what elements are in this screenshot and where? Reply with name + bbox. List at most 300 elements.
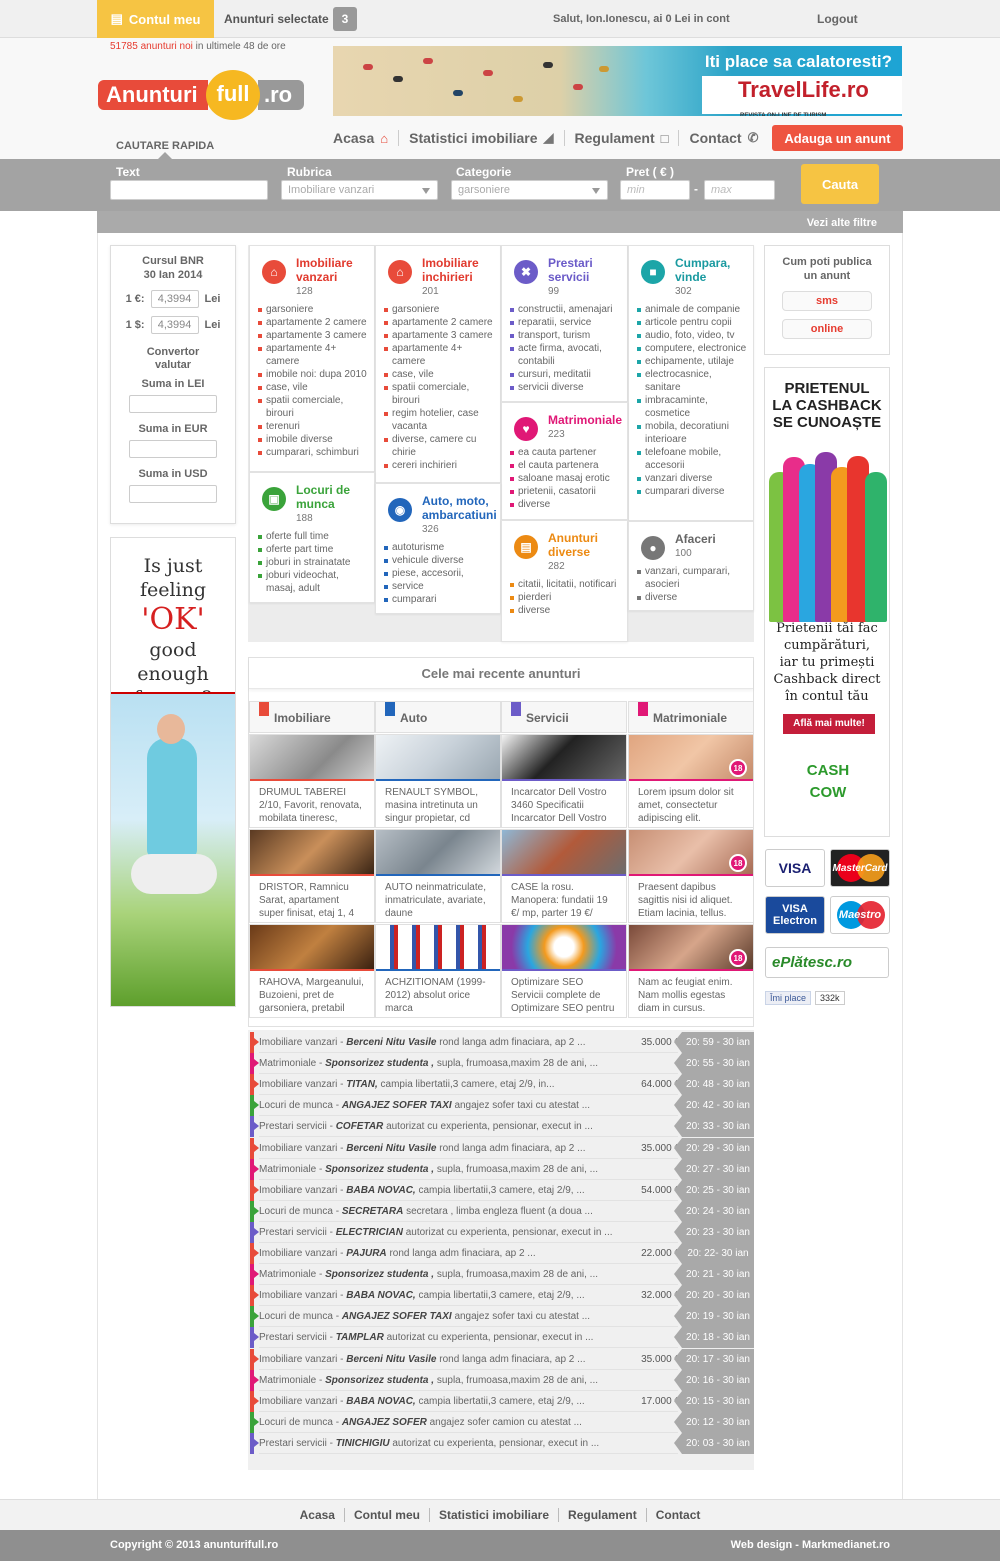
category-link[interactable]: cumparari diverse xyxy=(637,485,747,498)
category-link[interactable]: animale de companie xyxy=(637,303,747,316)
ad-title: Sponsorizez studenta , xyxy=(325,1058,435,1070)
category-marker xyxy=(250,1285,254,1306)
category-title[interactable]: Prestari servicii xyxy=(548,256,593,284)
latest-ad-row[interactable] xyxy=(250,1032,754,1053)
selected-ads-link[interactable]: Anunturi selectate xyxy=(224,12,329,26)
site-logo[interactable] xyxy=(98,70,308,118)
footer-link-statistics[interactable]: Statistici imobiliare xyxy=(429,1508,558,1522)
person-icon: ● xyxy=(641,536,665,560)
visa-electron-1: VISA xyxy=(782,903,808,915)
category-list xyxy=(510,446,621,511)
ad-description[interactable]: Optimizare SEO Servicii complete de Optimizare SEO pentru xyxy=(511,977,615,1014)
ad-summary[interactable]: Prestari servicii - TINICHIGIU autorizat cu experienta, pensionar, execut in ... xyxy=(259,1437,600,1449)
house-icon: ⌂ xyxy=(262,260,286,284)
category-link[interactable]: articole pentru copii xyxy=(637,316,747,329)
recent-tab-label: Servicii xyxy=(526,711,569,725)
house-icon: ⌂ xyxy=(388,260,412,284)
category-link[interactable]: apartamente 4+ camere xyxy=(384,342,494,368)
cashback-more-button[interactable]: Află mai multe! xyxy=(783,714,875,734)
ad-category: Prestari servicii xyxy=(259,1121,327,1133)
recent-tab-auto[interactable] xyxy=(375,701,501,733)
category-link[interactable]: vanzari diverse xyxy=(637,472,747,485)
category-title[interactable]: Cumpara, vinde xyxy=(675,256,731,284)
footer-link-home[interactable]: Acasa xyxy=(299,1508,335,1522)
ad-time: 20: 55 - 30 ian xyxy=(682,1053,754,1074)
like-count: 332k xyxy=(815,991,845,1005)
category-list xyxy=(637,565,747,604)
more-filters-link[interactable]: Vezi alte filtre xyxy=(97,211,903,233)
ad-summary[interactable]: Locuri de munca - ANGAJEZ SOFER angajez sofer camion cu atestat ... xyxy=(259,1416,582,1428)
ad-summary[interactable]: Matrimoniale - Sponsorizez studenta , supla, frumoasa,maxim 28 de ani, ... xyxy=(259,1269,599,1281)
ad-summary[interactable]: Locuri de munca - ANGAJEZ SOFER TAXI angajez sofer taxi cu atestat ... xyxy=(259,1100,591,1112)
quick-search-label: CAUTARE RAPIDA xyxy=(116,140,215,152)
recent-ad-card[interactable] xyxy=(501,924,627,1018)
latest-ad-row[interactable] xyxy=(250,1412,754,1433)
category-title[interactable]: Imobiliare inchirieri xyxy=(422,256,479,284)
briefcase-icon: ▣ xyxy=(262,487,286,511)
category-link[interactable]: ea cauta partener xyxy=(510,446,621,459)
latest-ad-row[interactable] xyxy=(250,1053,754,1074)
ad-description[interactable]: RENAULT SYMBOL, masina intretinuta un singur propietar, cd xyxy=(385,787,478,824)
ad-desc: campia libertatii,3 camere, etaj 2/9, ... xyxy=(418,1290,585,1302)
bag-icon: ▤ xyxy=(514,535,538,559)
ad-title: BABA NOVAC, xyxy=(346,1395,416,1407)
account-label: Contul meu xyxy=(128,11,201,27)
visa-logo: VISA xyxy=(765,849,825,887)
recent-ad-card[interactable] xyxy=(375,924,501,1018)
nav-home-label: Acasa xyxy=(333,130,375,146)
ad-desc: angajez sofer taxi cu atestat ... xyxy=(454,1311,591,1323)
nav-statistics[interactable] xyxy=(398,130,563,146)
category-link[interactable]: diverse xyxy=(510,498,621,511)
latest-ad-row[interactable] xyxy=(250,1159,754,1180)
category-link[interactable]: oferte full time xyxy=(258,530,368,543)
latest-ad-row[interactable] xyxy=(250,1138,754,1159)
ad-thumbnail[interactable] xyxy=(376,735,500,781)
ad-desc: rond langa adm finaciara, ap 2 ... xyxy=(389,1248,536,1259)
nav-home[interactable] xyxy=(333,130,398,146)
category-link[interactable]: acte firma, avocati, contabili xyxy=(510,342,621,368)
bnr-date: 30 Ian 2014 xyxy=(143,269,203,281)
adult-badge: 18 xyxy=(729,759,747,777)
category-title[interactable]: Afaceri xyxy=(675,532,716,546)
ad-summary[interactable]: Imobiliare vanzari - PAJURA rond langa adm finaciara, ap 2 ... xyxy=(259,1248,536,1259)
category-link[interactable]: autoturisme xyxy=(384,541,494,554)
ad-title: TAMPLAR xyxy=(335,1332,384,1344)
bnr-rates-widget xyxy=(110,245,236,524)
maestro-label: Maestro xyxy=(838,909,882,921)
category-matrimoniale[interactable] xyxy=(501,402,628,520)
category-link[interactable]: vanzari, cumparari, asocieri xyxy=(637,565,747,591)
facebook-like[interactable] xyxy=(765,991,845,1005)
category-marker xyxy=(250,1032,254,1053)
ad-summary[interactable]: Imobiliare vanzari - TITAN, campia libertatii,3 camere, etaj 2/9, in... xyxy=(259,1079,555,1091)
ad-summary[interactable]: Matrimoniale - Sponsorizez studenta , supla, frumoasa,maxim 28 de ani, ... xyxy=(259,1058,599,1070)
ad-thumbnail[interactable] xyxy=(502,925,626,971)
latest-ad-row[interactable] xyxy=(250,1370,754,1391)
category-link[interactable]: diverse xyxy=(510,604,621,617)
travellife-banner[interactable] xyxy=(333,46,902,116)
category-count: 326 xyxy=(422,524,439,535)
ad-category: Matrimoniale xyxy=(259,1163,317,1175)
categorie-label: Categorie xyxy=(456,165,512,179)
ad-summary[interactable]: Imobiliare vanzari - Berceni Nitu Vasile rond langa adm finaciara, ap 2 ... xyxy=(259,1353,586,1365)
rubrica-label: Rubrica xyxy=(287,165,332,179)
ad-price: 22.000 € xyxy=(641,1248,680,1259)
category-link[interactable]: joburi in strainatate xyxy=(258,556,368,569)
logo-part-1: Anunturi xyxy=(98,80,208,110)
ad-summary[interactable]: Locuri de munca - ANGAJEZ SOFER TAXI angajez sofer taxi cu atestat ... xyxy=(259,1311,591,1323)
category-link[interactable]: cereri inchirieri xyxy=(384,459,494,472)
ad-time: 20: 23 - 30 ian xyxy=(682,1222,754,1243)
design-credit[interactable]: Web design - Markmedianet.ro xyxy=(730,1539,890,1551)
ad-desc: rond langa adm finaciara, ap 2 ... xyxy=(439,1142,586,1154)
recent-ads-title: Cele mai recente anunturi xyxy=(249,658,753,689)
category-link[interactable]: service xyxy=(384,580,494,593)
ad-summary[interactable]: Prestari servicii - TAMPLAR autorizat cu experienta, pensionar, execut in ... xyxy=(259,1332,594,1344)
category-marker xyxy=(250,1391,254,1412)
selected-count-badge[interactable]: 3 xyxy=(333,7,357,31)
category-marker xyxy=(250,1412,254,1433)
footer-nav xyxy=(0,1499,1000,1530)
converter-title-2: valutar xyxy=(154,359,192,371)
price-dash: - xyxy=(694,182,698,196)
category-imobiliare-vanzari[interactable] xyxy=(249,245,375,472)
latest-ad-row[interactable] xyxy=(250,1180,754,1201)
recent-ad-card[interactable] xyxy=(249,829,375,923)
add-ad-button[interactable]: Adauga un anunt xyxy=(772,125,903,151)
category-link[interactable]: imobile noi: dupa 2010 xyxy=(258,368,368,381)
ad-price: 17.000 € xyxy=(641,1395,680,1407)
category-link[interactable]: apartamente 2 camere xyxy=(384,316,494,329)
ad-thumbnail[interactable] xyxy=(376,830,500,876)
category-link[interactable]: el cauta partenera xyxy=(510,459,621,472)
usd-input[interactable] xyxy=(129,485,217,503)
ad-description[interactable]: DRISTOR, Ramnicu Sarat, apartament super finisat, etaj 1, 4 xyxy=(259,882,355,919)
categorie-select[interactable]: garsoniere xyxy=(451,180,608,200)
ad-category: Imobiliare vanzari xyxy=(259,1037,338,1048)
recent-ad-card[interactable] xyxy=(249,734,375,828)
category-list xyxy=(637,303,747,498)
ad-title: Berceni Nitu Vasile xyxy=(346,1353,437,1365)
category-marker xyxy=(250,1180,254,1201)
ad-desc: autorizat cu experienta, pensionar, execut in ... xyxy=(392,1437,600,1449)
ad-description[interactable]: Nam ac feugiat enim. Nam mollis egestas diam in cursus. xyxy=(638,977,733,1014)
category-link[interactable]: diverse, camere cu chirie xyxy=(384,433,494,459)
sms-button[interactable]: sms xyxy=(782,291,872,311)
new-ads-suffix: in ultimele 48 de ore xyxy=(192,41,286,52)
category-link[interactable]: prietenii, casatorii xyxy=(510,485,621,498)
ad-description[interactable]: RAHOVA, Margeanului, Buzoieni, pret de garsoniera, pretabil xyxy=(259,977,364,1014)
eur-input[interactable] xyxy=(129,440,217,458)
ad-summary[interactable]: Locuri de munca - SECRETARA secretara , limba engleza fluent (a doua ... xyxy=(259,1205,593,1217)
category-link[interactable]: spatii comerciale, birouri xyxy=(258,394,368,420)
copyright-text: Copyright © 2013 anunturifull.ro xyxy=(110,1539,279,1551)
ad-thumbnail[interactable] xyxy=(502,735,626,781)
ad-description[interactable]: ACHZITIONAM (1999-2012) absolut orice marca xyxy=(385,977,486,1014)
eur-label: 1 €: xyxy=(125,293,145,305)
category-link[interactable]: computere, electronice xyxy=(637,342,747,355)
recent-tab-matrimoniale[interactable] xyxy=(628,701,754,733)
ad-category: Prestari servicii xyxy=(259,1437,327,1449)
nav-rules[interactable] xyxy=(564,130,679,146)
online-button[interactable]: online xyxy=(782,319,872,339)
ad-title: TINICHIGIU xyxy=(335,1437,390,1449)
latest-ad-row[interactable] xyxy=(250,1264,754,1285)
category-list xyxy=(384,541,494,606)
category-link[interactable]: reparatii, service xyxy=(510,316,621,329)
category-link[interactable]: diverse xyxy=(637,591,747,604)
category-link[interactable]: audio, foto, video, tv xyxy=(637,329,747,342)
category-link[interactable]: imbracaminte, cosmetice xyxy=(637,394,747,420)
ad-description[interactable]: CASE la rosu. Manopera: fundatii 19 €/ mp, parter 19 €/ xyxy=(511,882,608,919)
tools-icon: ✖ xyxy=(514,260,538,284)
category-link[interactable]: constructii, amenajari xyxy=(510,303,621,316)
ad-thumbnail[interactable] xyxy=(250,735,374,781)
category-marker xyxy=(250,1349,254,1370)
banner-brand xyxy=(702,76,902,114)
bnr-title xyxy=(111,254,235,282)
category-title[interactable]: Imobiliare vanzari xyxy=(296,256,353,284)
ad-summary[interactable]: Imobiliare vanzari - BABA NOVAC, campia libertatii,3 camere, etaj 2/9, ... xyxy=(259,1395,585,1407)
search-button[interactable]: Cauta xyxy=(801,164,879,204)
category-title[interactable]: Auto, moto, ambarcatiuni xyxy=(422,494,497,522)
ad-summary[interactable]: Matrimoniale - Sponsorizez studenta , supla, frumoasa,maxim 28 de ani, ... xyxy=(259,1163,599,1175)
recent-ad-card[interactable] xyxy=(501,734,627,828)
category-link[interactable]: cumparari, schimburi xyxy=(258,446,368,459)
latest-ad-row[interactable] xyxy=(250,1095,754,1116)
category-link[interactable]: imobile diverse xyxy=(258,433,368,446)
logout-link[interactable]: Logout xyxy=(817,12,858,26)
ad-time: 20: 21 - 30 ian xyxy=(682,1264,754,1285)
ad-thumbnail[interactable] xyxy=(502,830,626,876)
category-link[interactable]: electrocasnice, sanitare xyxy=(637,368,747,394)
category-link[interactable]: garsoniere xyxy=(384,303,494,316)
latest-ad-row[interactable] xyxy=(250,1306,754,1327)
category-link[interactable]: oferte part time xyxy=(258,543,368,556)
ad-time: 20: 17 - 30 ian xyxy=(682,1349,754,1370)
ad-time: 20: 15 - 30 ian xyxy=(682,1391,754,1412)
ad-desc: autorizat cu experienta, pensionar, execut in ... xyxy=(405,1226,613,1238)
ok-advert[interactable] xyxy=(110,537,236,1007)
category-link[interactable]: piese, accesorii, xyxy=(384,567,494,580)
publish-title: Cum poti publica un anunt xyxy=(782,256,872,282)
category-title[interactable]: Anunturi diverse xyxy=(548,531,598,559)
recent-ad-card[interactable] xyxy=(375,829,501,923)
latest-ad-row[interactable] xyxy=(250,1327,754,1348)
category-link[interactable]: telefoane mobile, accesorii xyxy=(637,446,747,472)
ad-title: ELECTRICIAN xyxy=(335,1226,403,1238)
ad-summary[interactable]: Imobiliare vanzari - BABA NOVAC, campia libertatii,3 camere, etaj 2/9, ... xyxy=(259,1184,585,1196)
ad-time: 20: 29 - 30 ian xyxy=(682,1138,754,1159)
ad-category: Prestari servicii xyxy=(259,1332,327,1344)
category-list xyxy=(510,303,621,394)
ad-summary[interactable]: Imobiliare vanzari - BABA NOVAC, campia libertatii,3 camere, etaj 2/9, ... xyxy=(259,1290,585,1302)
footer-link-account[interactable]: Contul meu xyxy=(344,1508,429,1522)
ad-category: Imobiliare vanzari xyxy=(259,1142,338,1154)
category-marker xyxy=(250,1306,254,1327)
ad-category: Imobiliare vanzari xyxy=(259,1184,338,1196)
ad-title: Sponsorizez studenta , xyxy=(325,1163,435,1175)
ok-advert-text xyxy=(111,538,235,710)
latest-ad-row[interactable] xyxy=(250,1433,754,1454)
category-title[interactable]: Matrimoniale xyxy=(548,413,623,427)
ad-desc: campia libertatii,3 camere, etaj 2/9, ... xyxy=(418,1395,585,1407)
category-link[interactable]: saloane masaj erotic xyxy=(510,472,621,485)
category-link[interactable]: transport, turism xyxy=(510,329,621,342)
ad-summary[interactable]: Matrimoniale - Sponsorizez studenta , supla, frumoasa,maxim 28 de ani, ... xyxy=(259,1374,599,1386)
latest-ad-row[interactable] xyxy=(250,1285,754,1306)
category-cumpara-vinde[interactable] xyxy=(628,245,754,521)
latest-ad-row[interactable] xyxy=(250,1074,754,1095)
chart-icon: ◢ xyxy=(543,130,554,145)
category-link[interactable]: regim hotelier, case vacanta xyxy=(384,407,494,433)
recent-tab-servicii[interactable] xyxy=(501,701,627,733)
ad-desc: campia libertatii,3 camere, etaj 2/9, in... xyxy=(380,1079,555,1091)
ad-desc: supla, frumoasa,maxim 28 de ani, ... xyxy=(436,1163,599,1175)
usd-currency: Lei xyxy=(204,319,221,331)
footer-link-contact[interactable]: Contact xyxy=(646,1508,710,1522)
ad-title: Berceni Nitu Vasile xyxy=(346,1037,437,1048)
ad-category: Prestari servicii xyxy=(259,1226,327,1238)
latest-ad-row[interactable] xyxy=(250,1222,754,1243)
text-input[interactable] xyxy=(110,180,268,200)
lei-input[interactable] xyxy=(129,395,217,413)
latest-ad-row[interactable] xyxy=(250,1201,754,1222)
bookmark-icon xyxy=(638,702,648,716)
category-link[interactable]: mobila, decoratiuni interioare xyxy=(637,420,747,446)
rubrica-select[interactable]: Imobiliare vanzari xyxy=(281,180,438,200)
category-link[interactable]: apartamente 3 camere xyxy=(258,329,368,342)
nav-statistics-label: Statistici imobiliare xyxy=(409,130,538,146)
ad-description[interactable]: DRUMUL TABEREI 2/10, Favorit, renovata, mobilata tineresc, xyxy=(259,787,362,824)
category-link[interactable]: spatii comerciale, birouri xyxy=(384,381,494,407)
category-link[interactable]: echipamente, utilaje xyxy=(637,355,747,368)
ad-price: 35.000 € xyxy=(641,1353,680,1365)
category-title[interactable]: Locuri de munca xyxy=(296,483,351,511)
category-link[interactable]: joburi videochat, masaj, adult xyxy=(258,569,368,595)
category-link[interactable]: garsoniere xyxy=(258,303,368,316)
category-marker xyxy=(250,1095,254,1116)
ad-category: Locuri de munca xyxy=(259,1100,333,1112)
recent-ad-card[interactable] xyxy=(501,829,627,923)
ad-title: PAJURA xyxy=(346,1248,387,1259)
price-max-input[interactable]: max xyxy=(704,180,775,200)
new-ads-count: 51785 anunturi noi xyxy=(110,41,193,52)
nav-contact[interactable] xyxy=(678,130,768,146)
ad-category: Matrimoniale xyxy=(259,1374,317,1386)
ad-thumbnail[interactable] xyxy=(250,925,374,971)
ad-time: 20: 33 - 30 ian xyxy=(682,1116,754,1137)
category-list xyxy=(258,530,368,595)
category-marker xyxy=(250,1222,254,1243)
home-icon: ⌂ xyxy=(380,130,389,146)
category-afaceri[interactable] xyxy=(628,521,754,611)
adult-badge: 18 xyxy=(729,949,747,967)
bookmark-icon xyxy=(511,702,521,716)
like-button[interactable]: Îmi place xyxy=(765,991,811,1005)
ad-time: 20: 20 - 30 ian xyxy=(682,1285,754,1306)
category-anunturi-diverse[interactable] xyxy=(501,520,628,642)
ad-description[interactable]: AUTO neinmatriculate, inmatriculate, avariate, daune xyxy=(385,882,486,919)
category-link[interactable]: case, vile xyxy=(258,381,368,394)
category-count: 128 xyxy=(296,286,313,297)
ad-price: 54.000 € xyxy=(641,1184,680,1196)
category-imobiliare-inchirieri[interactable] xyxy=(375,245,501,483)
ad-description[interactable]: Praesent dapibus sagittis nisi id aliquet. Etiam lacinia, tellus. xyxy=(638,882,733,919)
category-prestari-servicii[interactable] xyxy=(501,245,628,402)
ad-description[interactable]: Lorem ipsum dolor sit amet, consectetur adipiscing elit. xyxy=(638,787,734,824)
recent-tab-imobiliare[interactable] xyxy=(249,701,375,733)
recent-ad-card[interactable] xyxy=(628,924,754,1018)
mastercard-logo xyxy=(830,849,890,887)
price-min-input[interactable]: min xyxy=(620,180,690,200)
ok-line-2: 'OK' xyxy=(141,602,205,637)
category-link[interactable]: terenuri xyxy=(258,420,368,433)
ad-thumbnail[interactable] xyxy=(250,830,374,876)
category-locuri-de-munca[interactable] xyxy=(249,472,375,603)
latest-ad-row[interactable] xyxy=(250,1243,754,1264)
category-count: 99 xyxy=(548,286,560,297)
recent-ad-card[interactable] xyxy=(375,734,501,828)
ad-title: Sponsorizez studenta , xyxy=(325,1374,435,1386)
category-link[interactable]: vehicule diverse xyxy=(384,554,494,567)
category-link[interactable]: apartamente 4+ camere xyxy=(258,342,368,368)
category-link[interactable]: apartamente 2 camere xyxy=(258,316,368,329)
ad-description[interactable]: Incarcator Dell Vostro 3460 Specificatii Incarcator Dell Vostro xyxy=(511,787,607,824)
cashback-advert[interactable] xyxy=(764,367,890,837)
category-count: 201 xyxy=(422,286,439,297)
ad-thumbnail[interactable] xyxy=(376,925,500,971)
recent-tab-label: Matrimoniale xyxy=(653,711,728,725)
recent-ad-card[interactable] xyxy=(628,829,754,923)
category-link[interactable]: pierderi xyxy=(510,591,621,604)
category-link[interactable]: cumparari xyxy=(384,593,494,606)
latest-ad-row[interactable] xyxy=(250,1349,754,1370)
category-count: 282 xyxy=(548,561,565,572)
latest-ad-row[interactable] xyxy=(250,1116,754,1137)
category-link[interactable]: cursuri, meditatii xyxy=(510,368,621,381)
eplatesc-logo: ePlătesc.ro xyxy=(765,947,889,978)
ad-desc: rond langa adm finaciara, ap 2 ... xyxy=(439,1037,586,1048)
category-link[interactable]: citatii, licitatii, notificari xyxy=(510,578,621,591)
copyright-bar xyxy=(0,1530,1000,1561)
ad-summary[interactable]: Imobiliare vanzari - Berceni Nitu Vasile rond langa adm finaciara, ap 2 ... xyxy=(259,1037,586,1048)
category-link[interactable]: servicii diverse xyxy=(510,381,621,394)
ad-category: Locuri de munca xyxy=(259,1416,333,1428)
ad-summary[interactable]: Prestari servicii - COFETAR autorizat cu experienta, pensionar, execut in ... xyxy=(259,1121,593,1133)
recent-ad-card[interactable] xyxy=(249,924,375,1018)
new-ads-counter xyxy=(110,41,286,52)
usd-label: 1 $: xyxy=(125,319,145,331)
ad-summary[interactable]: Prestari servicii - ELECTRICIAN autorizat cu experienta, pensionar, execut in ... xyxy=(259,1226,613,1238)
category-link[interactable]: case, vile xyxy=(384,368,494,381)
recent-ad-card[interactable] xyxy=(628,734,754,828)
eur-currency: Lei xyxy=(204,293,221,305)
ad-time: 20: 27 - 30 ian xyxy=(682,1159,754,1180)
ad-summary[interactable]: Imobiliare vanzari - Berceni Nitu Vasile rond langa adm finaciara, ap 2 ... xyxy=(259,1142,586,1154)
latest-ad-row[interactable] xyxy=(250,1391,754,1412)
footer-link-rules[interactable]: Regulament xyxy=(558,1508,646,1522)
category-auto-moto[interactable] xyxy=(375,483,501,614)
account-button[interactable] xyxy=(97,0,214,38)
nav-contact-label: Contact xyxy=(689,130,742,146)
ad-title: ANGAJEZ SOFER TAXI xyxy=(341,1100,452,1112)
ok-line-1: Is just feeling xyxy=(139,555,207,601)
ad-category: Locuri de munca xyxy=(259,1205,333,1217)
category-marker xyxy=(250,1138,254,1159)
category-link[interactable]: apartamente 3 camere xyxy=(384,329,494,342)
